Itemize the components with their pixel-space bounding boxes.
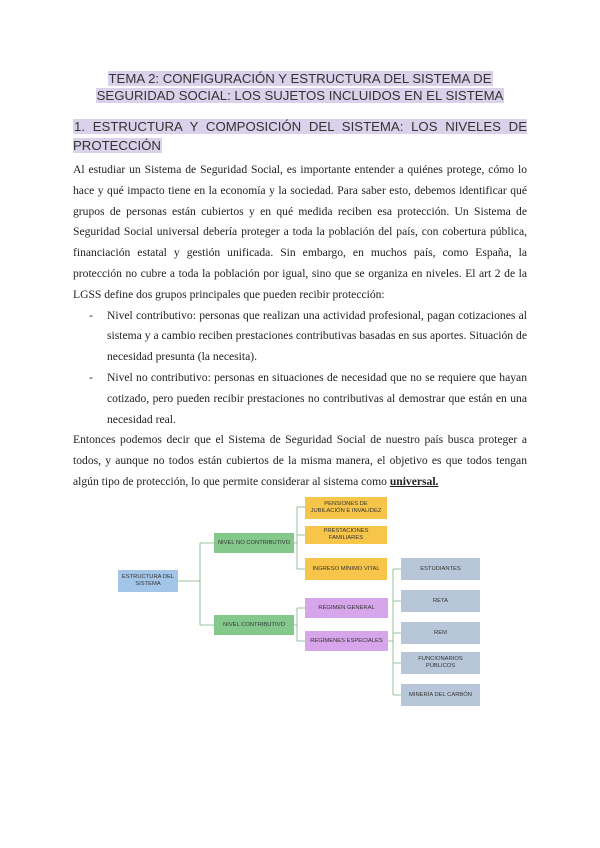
c-item-regimen-general: RÉGIMEN GENERAL [305, 598, 388, 618]
connector-special [388, 569, 401, 695]
special-item-reta: RETA [401, 590, 480, 612]
nc-item-pensiones: PENSIONES DE JUBILACIÓN E INVALIDEZ [305, 497, 387, 519]
document-title [73, 70, 527, 104]
special-item-mineria: MINERÍA DEL CARBÓN [401, 684, 480, 706]
level-no-contributivo-box: NIVEL NO CONTRIBUTIVO [214, 533, 294, 553]
universal-keyword: universal. [389, 474, 439, 488]
c-item-regimenes-especiales: REGÍMENES ESPECIALES [305, 631, 388, 651]
nc-item-imv: INGRESO MÍNIMO VITAL [305, 558, 387, 580]
special-item-rem: REM [401, 622, 480, 644]
list-item: - Nivel no contributivo: personas en situaciones de necesidad que no se requiere que hayan cotizado, pero pueden recibir prestaciones no contributivas al demostrar que están en una necesidad real. [73, 368, 527, 430]
root-box: ESTRUCTURA DEL SISTEMA [118, 570, 178, 592]
conclusion-paragraph [73, 430, 527, 492]
title-line-1: TEMA 2: CONFIGURACIÓN Y ESTRUCTURA DEL SISTEMA DE [108, 71, 492, 86]
level-contributivo-box: NIVEL CONTRIBUTIVO [214, 615, 294, 635]
conclusion-text: Entonces podemos decir que el Sistema de Seguridad Social de nuestro país busca proteger a todos, y aunque no todos están cubiertos de la misma manera, el objetivo es que todos tengan algún tipo de protección, lo que permite considerar al sistema como [73, 433, 527, 488]
list-item: - Nivel contributivo: personas que realizan una actividad profesional, pagan cotizaciones al sistema y a cambio reciben prestaciones contributivas basadas en sus aportes. Situación de necesidad presunta (la necesita). [73, 306, 527, 368]
connector-c [294, 608, 305, 641]
special-item-funcionarios: FUNCIONARIOS PÚBLICOS [401, 652, 480, 674]
nc-item-prestaciones: PRESTACIONES FAMILIARES [305, 526, 387, 544]
title-line-2: SEGURIDAD SOCIAL: LOS SUJETOS INCLUIDOS EN EL SISTEMA [96, 88, 504, 103]
connector-root [178, 543, 214, 625]
section-heading-text: 1. ESTRUCTURA Y COMPOSICIÓN DEL SISTEMA: LOS NIVELES DE PROTECCIÓN [73, 119, 527, 153]
special-item-estudiantes: ESTUDIANTES [401, 558, 480, 580]
connector-nc [294, 507, 305, 569]
intro-paragraph: Al estudiar un Sistema de Seguridad Social, es importante entender a quiénes protege, cómo lo hace y qué impacto tiene en la economía y la sociedad. Para saber esto, debemos identificar qué grupos de personas están cubiertos y en qué medida reciben esa protección. Un Sistema de Seguridad Social universal debería proteger a toda la población del país, con cobertura pública, financiación estatal y gestión unificada. Sin embargo, en muchos país, como España, la protección no cubre a toda la población por igual, sino que se organiza en niveles. El art 2 de la LGSS define dos grupos principales que pueden recibir protección: [73, 163, 527, 301]
levels-list [73, 306, 527, 431]
section-body [73, 160, 527, 493]
section-heading [73, 117, 527, 155]
